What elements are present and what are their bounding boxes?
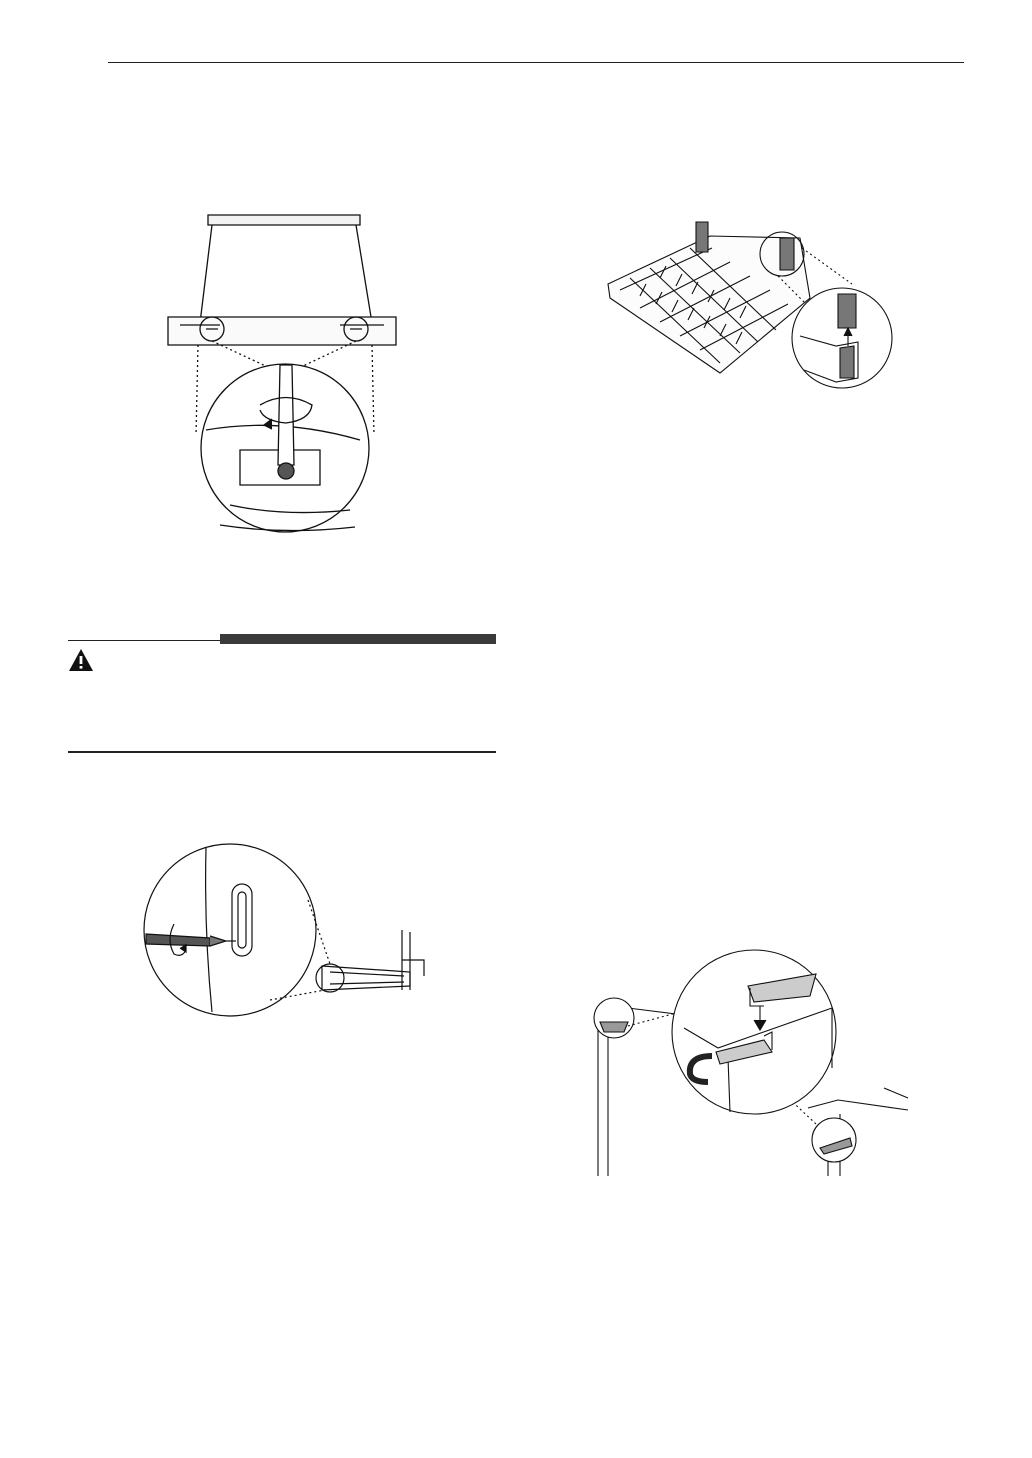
warning-header-bar [220,634,496,644]
warning-triangle-icon [68,648,94,672]
warning-bottom-rule [68,751,496,753]
panel-screw-figure [140,840,435,1020]
header-rule [108,62,964,63]
hinge-bracket-figure [588,948,914,1176]
drawer-screw-figure [160,205,410,540]
rack-clip-figure [600,218,900,393]
